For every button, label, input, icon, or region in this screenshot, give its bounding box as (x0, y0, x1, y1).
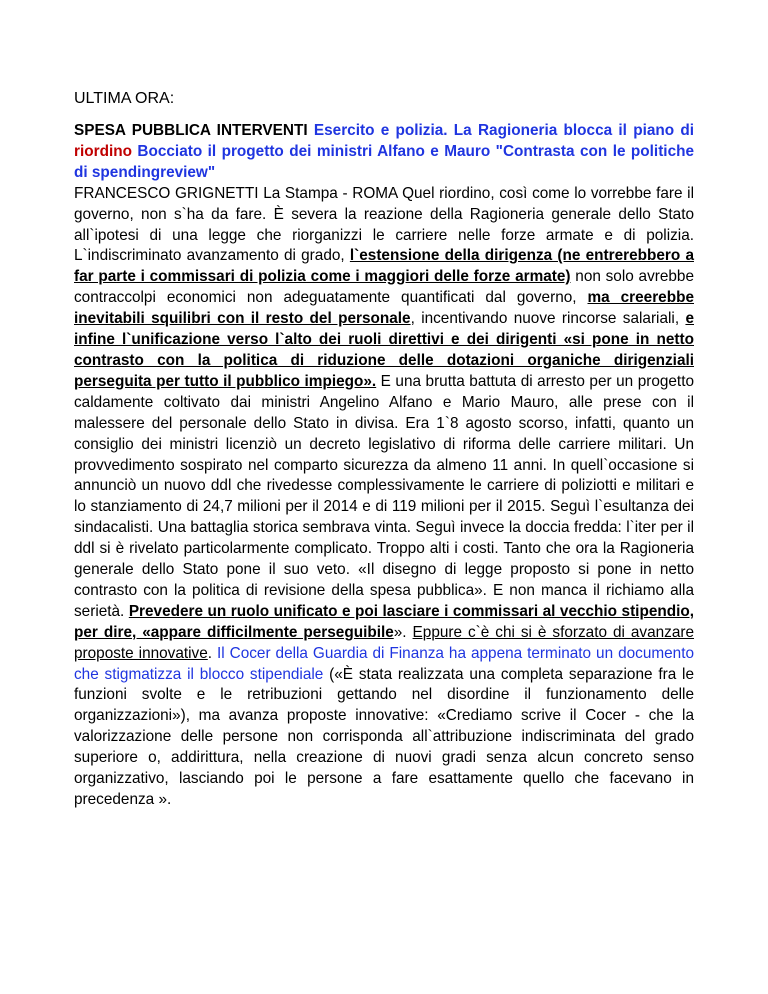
headline-part-3: Bocciato il progetto dei ministri Alfano e Mauro "Contrasta con le politiche di spendingreview" (74, 142, 695, 181)
article-text-segment: E una brutta battuta di arresto per un progetto caldamente coltivato dai ministri Angelino Alfano e Mario Mauro, alle prese con il malessere del personale dello Stato in divisa. Era 1`8 agosto scorso, infatti, quanto un consiglio dei ministri licenziò un decreto legislativo di riforma delle carriere militari. Un provvedimento sospirato nel comparto sicurezza da almeno 11 anni. In quell`occasione si annunciò un nuovo ddl che rivedesse complessivamente le carriere di poliziotti e militari e lo stanziamento di 24,7 milioni per il 2014 e di 119 milioni per il 2015. Seguì l`esultanza dei sindacalisti. Una battaglia storica sembrava vinta. Seguì invece la doccia fredda: l`iter per il ddl si è rivelato particolarmente complicato. Troppo alti i costi. Tanto che ora la Ragioneria generale dello Stato pone il suo veto. «Il disegno di legge proposto si pone in netto contrasto con la politica di revisione della spesa pubblica». E non manca il richiamo alla serietà. (74, 372, 694, 620)
article-paragraph (74, 121, 694, 811)
headline-part-1: Esercito e polizia. La Ragioneria blocca il piano di (313, 122, 695, 139)
article-text-segment: Prevedere un ruolo unificato e poi lasciare i commissari al vecchio stipendio, per dire, «appare difficilmente perseguibile (74, 602, 694, 641)
article-text-segment: FRANCESCO GRIGNETTI La Stampa - ROMA Quel riordino, così come lo vorrebbe fare il governo, non s`ha da fare. È severa la reazione della Ragioneria generale dello Stato all`ipotesi di una legge che riorganizzi le carriere nelle forze armate e di polizia. L`indiscriminato avanzamento di grado, (74, 184, 694, 265)
headline-part-2: riordino (74, 142, 132, 160)
article-text-segment: ». (393, 623, 413, 641)
article-text-segment: non solo avrebbe contraccolpi economici non adeguatamente quantificati dal governo, (74, 268, 694, 307)
article-text-segment: e infine l`unificazione verso l`alto dei ruoli direttivi e dei dirigenti «si pone in netto contrasto con la politica di riduzione delle dotazioni organiche dirigenziali perseguita per tutto il pubblico impiego». (74, 310, 694, 390)
article-text-segment: («È stata realizzata una completa separazione fra le funzioni svolte e le retribuzioni gettando nel disordine il funzionamento delle organizzazioni»), ma avanza proposte innovative: «Crediamo scrive il Cocer - che la valorizzazione delle persone non corrisponda all`attribuzione indiscriminata del grado superiore o, addirittura, nella creazione di nuovi gradi senza alcun concreto senso organizzativo, lasciando poi le persone a fare esattamente quello che facevano in precedenza ». (74, 665, 694, 808)
article-text-segment: l`estensione della dirigenza (ne entrerebbero a far parte i commissari di polizia come i maggiori delle forze armate) (74, 247, 694, 286)
article-text (74, 185, 694, 808)
article-text-segment: Eppure c`è chi si è sforzato di avanzare proposte innovative (74, 623, 695, 662)
article-text-segment: , incentivando nuove rincorse salariali, (410, 310, 686, 328)
breaking-news-label: ULTIMA ORA: (74, 90, 175, 107)
section-label: SPESA PUBBLICA INTERVENTI (74, 122, 308, 139)
article-text-segment: ma creerebbe inevitabili squilibri con il resto del personale (74, 289, 694, 328)
article-text-segment: . (207, 644, 218, 662)
article-text-segment: Il Cocer della Guardia di Finanza ha appena terminato un documento che stigmatizza il blocco stipendiale (74, 644, 694, 683)
article-body (74, 121, 694, 811)
